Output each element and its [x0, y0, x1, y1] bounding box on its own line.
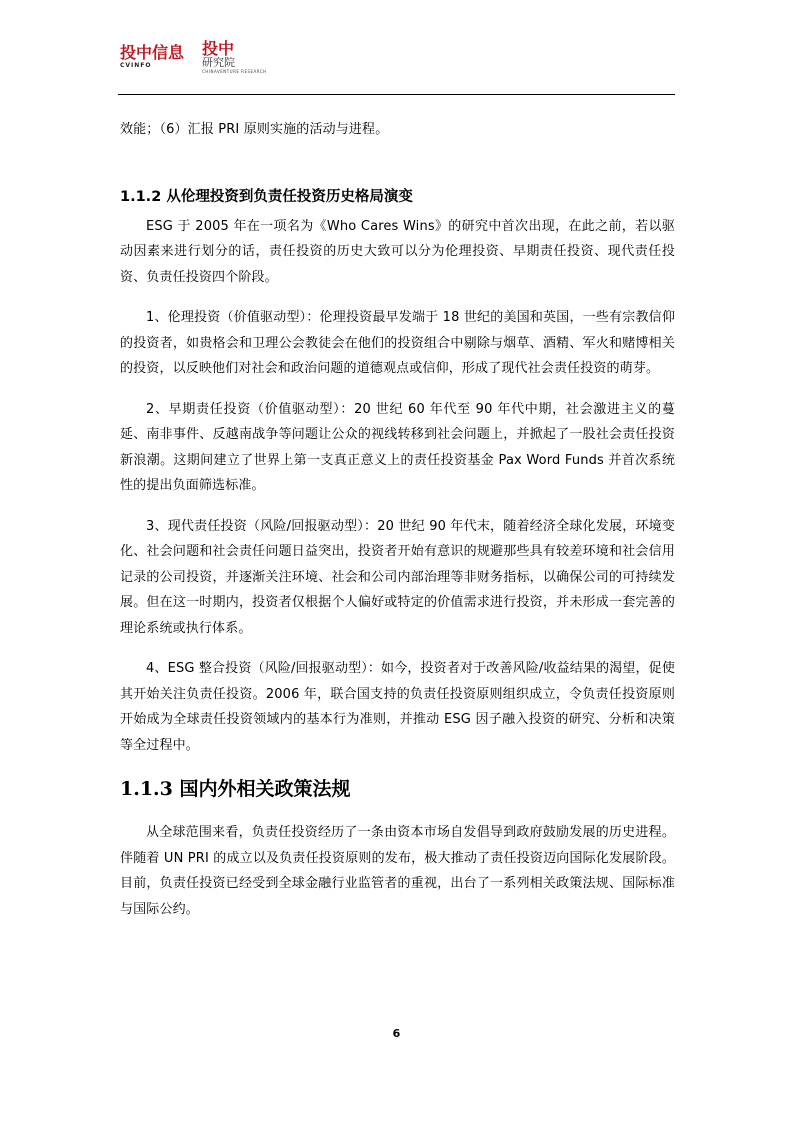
spacer: [120, 499, 675, 514]
continuation-text: 效能；（6）汇报 PRI 原则实施的活动与进程。: [120, 122, 389, 137]
page-number: 6: [392, 1027, 401, 1040]
research-logo-sub: CHINAVENTURE RESEARCH: [202, 69, 267, 74]
research-logo-mid: 研究院: [202, 56, 235, 69]
page-content: [120, 117, 675, 922]
spacer: [120, 207, 675, 214]
paragraph: ESG 于 2005 年在一项名为《Who Cares Wins》的研究中首次出现，在此之前，若以驱动因素来进行划分的话，责任投资的历史大致可以分为伦理投资、早期责任投资、现代责任投资、负责任投资四个阶段。: [120, 218, 675, 285]
spacer: [120, 758, 675, 776]
spacer: [120, 290, 675, 305]
paragraph: 2、早期责任投资（价值驱动型）：20 世纪 60 年代至 90 年代中期，社会激进主义的蔓延、南非事件、反越南战争等问题让公众的视线转移到社会问题上，并掀起了一股社会责任投资新浪潮。这期间建立了世界上第一支真正意义上的责任投资基金 Pax Word Funds 并首次系统性的提出负面筛选标准。: [120, 401, 675, 493]
paragraph: 3、现代责任投资（风险/回报驱动型）：20 世纪 90 年代末，随着经济全球化发展，环境变化、社会问题和社会责任问题日益突出，投资者开始有意识的规避那些具有较差环境和社会信用记录的公司投资，并逐渐关注环境、社会和公司内部治理等非财务指标，以确保公司的可持续发展。但在这一时期内，投资者仅根据个人偏好或特定的价值需求进行投资，并未形成一套完善的理论系统或执行体系。: [120, 518, 675, 636]
research-institute-logo: [202, 40, 267, 74]
paragraph: 从全球范围来看，负责任投资经历了一条由资本市场自发倡导到政府鼓励发展的历史进程。伴随着 UN PRI 的成立以及负责任投资原则的发布，极大推动了责任投资迈向国际化发展阶段。目前，负责任投资已经受到全球金融行业监管者的重视，出台了一系列相关政策法规、国际标准与国际公约。: [120, 825, 675, 917]
cvinfo-logo-text: 投中信息: [120, 43, 185, 62]
research-logo-top: 投中: [202, 39, 235, 58]
header-divider: [118, 94, 675, 95]
cvinfo-logo: [120, 44, 184, 70]
paragraph: 4、ESG 整合投资（风险/回报驱动型）：如今，投资者对于改善风险/收益结果的渴望，促使其开始关注负责任投资。2006 年，联合国支持的负责任投资原则组织成立，令负责任投资原则开始成为全球责任投资领域内的基本行为准则，并推动 ESG 因子融入投资的研究、分析和决策等全过程中。: [120, 661, 675, 753]
section-heading-1-1-3: 1.1.3 国内外相关政策法规: [120, 778, 351, 800]
spacer: [120, 641, 675, 656]
cvinfo-logo-sub: CVINFO: [120, 62, 152, 69]
spacer: [120, 802, 675, 820]
spacer: [120, 382, 675, 397]
paragraph: 1、伦理投资（价值驱动型）：伦理投资最早发端于 18 世纪的美国和英国，一些有宗教信仰的投资者，如贵格会和卫理公会教徒会在他们的投资组合中剔除与烟草、酒精、军火和赌博相关的投资，以反映他们对社会和政治问题的道德观点或信仰，形成了现代社会责任投资的萌芽。: [120, 310, 675, 376]
section-heading-1-1-2: 1.1.2 从伦理投资到负责任投资历史格局演变: [120, 188, 413, 205]
spacer: [120, 143, 675, 187]
